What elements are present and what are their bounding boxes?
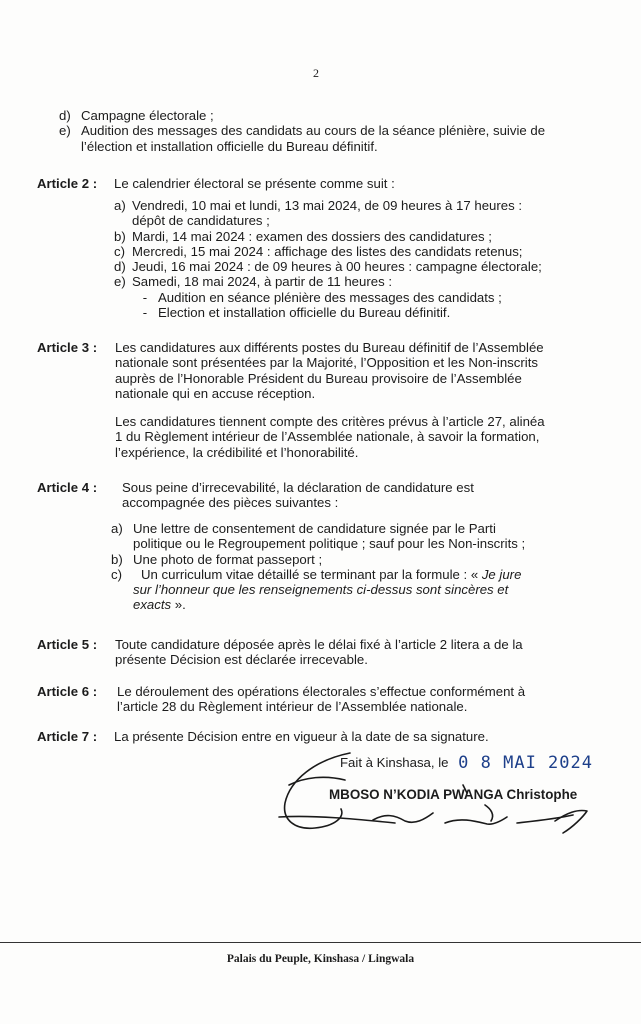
item-label: c): [111, 566, 122, 582]
footer-address: Palais du Peuple, Kinshasa / Lingwala: [226, 953, 415, 965]
item-label: b): [111, 551, 123, 567]
article-text-line: accompagnée des pièces suivantes :: [122, 495, 339, 511]
sub-item-text: Audition en séance plénière des messages des candidats ;: [158, 289, 502, 305]
calendar-list: [114, 198, 609, 320]
item-text: Campagne électorale ;: [81, 108, 214, 123]
article-text-line: Toute candidature déposée après le délai fixé à l’article 2 litera a de la: [115, 637, 523, 652]
item-label: a): [114, 198, 126, 213]
article-text-line: 1 du Règlement intérieur de l’Assemblée nationale, à savoir la formation,: [115, 429, 540, 445]
article-2: [37, 176, 607, 191]
cv-quote-close: ».: [171, 597, 186, 613]
item-text: Mercredi, 15 mai 2024 : affichage des listes des candidats retenus;: [132, 243, 523, 259]
cv-quote: Je jure: [481, 566, 522, 582]
article-text-line: nationale qui en accuse réception.: [115, 385, 316, 401]
item-label: d): [114, 259, 126, 275]
article-5: [37, 637, 609, 668]
article-text-line: Les candidatures tiennent compte des critères prévus à l’article 27, alinéa: [115, 414, 545, 430]
item-text-line: Audition des messages des candidats au cours de la séance plénière, suivie de: [81, 123, 546, 139]
item-text: Une photo de format passeport ;: [133, 551, 323, 567]
article-text: La présente Décision entre en vigueur à la date de sa signature.: [114, 729, 489, 744]
article-text-line: Sous peine d’irrecevabilité, la déclaration de candidature est: [122, 480, 474, 495]
article-text-line: nationale sont présentées par la Majorité, l’Opposition et les Non-inscrits: [115, 355, 538, 371]
item-text-line: politique ou le Regroupement politique ; sauf pour les Non-inscrits ;: [133, 536, 526, 552]
item-text-line: dépôt de candidatures ;: [132, 213, 270, 229]
article-4: [37, 480, 609, 511]
item-text: Samedi, 18 mai 2024, à partir de 11 heures :: [132, 274, 392, 290]
list-item: [114, 244, 609, 259]
article-3: [37, 340, 609, 460]
sub-item-text: Election et installation officielle du Bureau définitif.: [158, 305, 451, 321]
list-item: [59, 123, 609, 154]
cv-quote-line: sur l’honneur que les renseignements ci-dessus sont sincères et: [133, 582, 509, 598]
article-text-line: l’article 28 du Règlement intérieur de l’Assemblée nationale.: [117, 699, 468, 715]
item-label: e): [59, 123, 71, 139]
list-item: [114, 259, 609, 274]
item-label: c): [114, 243, 125, 259]
item-text-line: Vendredi, 10 mai et lundi, 13 mai 2024, de 09 heures à 17 heures :: [132, 198, 523, 213]
article-heading: Article 5 :: [37, 637, 98, 652]
article-text-line: Les candidatures aux différents postes du Bureau définitif de l’Assemblée: [115, 340, 544, 355]
documents-list: [111, 521, 609, 613]
article-text-line: auprès de l’Honorable Président du Bureau provisoire de l’Assemblée: [115, 370, 522, 386]
item-label: d): [59, 108, 71, 123]
item-label: a): [111, 521, 123, 536]
signature-drawing: [255, 725, 635, 845]
list-item: [114, 229, 609, 244]
sub-list-item: - Election et installation officielle du Bureau définitif.: [132, 305, 609, 320]
article-heading: Article 3 :: [37, 340, 98, 355]
list-item: [114, 198, 609, 229]
article-heading: Article 4 :: [37, 480, 98, 495]
list-item: [59, 108, 609, 123]
article-text-line: l’expérience, la crédibilité et l’honorabilité.: [115, 444, 359, 460]
article-heading: Article 2 :: [37, 176, 98, 191]
cv-text: Un curriculum vitae détaillé se terminant par la formule : «: [141, 566, 482, 582]
list-item: [111, 521, 609, 552]
article-6: [37, 684, 609, 715]
cv-quote-end: exacts: [133, 597, 172, 613]
item-text-line: Une lettre de consentement de candidature signée par le Parti: [133, 521, 496, 536]
item-text-line: l’élection et installation officielle du Bureau définitif.: [81, 138, 378, 154]
article-text-line: présente Décision est déclarée irrecevable.: [115, 652, 368, 668]
sub-list-item: - Audition en séance plénière des messages des candidats ;: [132, 290, 609, 305]
article-heading: Article 6 :: [37, 684, 98, 699]
article-heading: Article 7 :: [37, 729, 98, 744]
item-label: e): [114, 274, 126, 290]
item-label: b): [114, 228, 126, 244]
page-number: 2: [313, 66, 319, 80]
list-item: [111, 567, 609, 582]
intro-list: [59, 108, 609, 154]
article-text-line: Le déroulement des opérations électorales s’effectue conformément à: [117, 684, 526, 699]
place-text: Fait à Kinshasa, le: [340, 755, 449, 770]
signatory-name: MBOSO N’KODIA PWANGA Christophe: [329, 787, 578, 802]
article-text: Le calendrier électoral se présente comme suit :: [114, 176, 395, 191]
footer-divider: [0, 942, 641, 943]
item-text: Jeudi, 16 mai 2024 : de 09 heures à 00 heures : campagne électorale;: [132, 259, 542, 275]
list-item: [111, 552, 609, 567]
item-text: Mardi, 14 mai 2024 : examen des dossiers des candidatures ;: [132, 228, 492, 244]
date-stamp: 0 8 MAI 2024: [458, 753, 593, 773]
list-item: [114, 274, 609, 289]
